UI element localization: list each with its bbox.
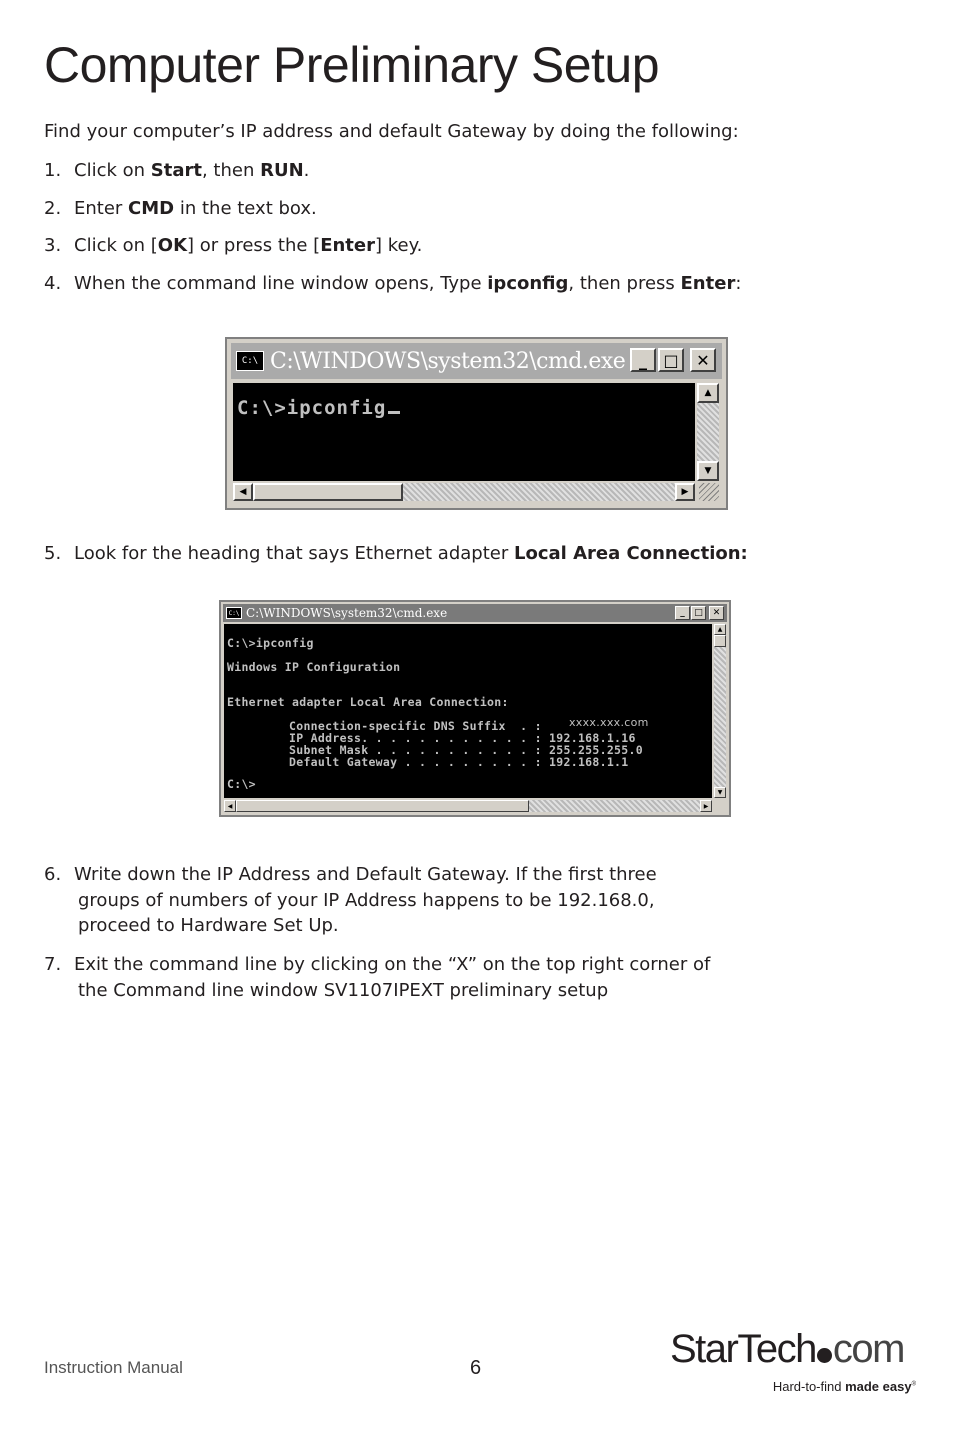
text-cursor (388, 411, 400, 414)
scroll-left-arrow-icon[interactable]: ◀ (224, 800, 236, 812)
scroll-left-arrow-icon[interactable]: ◀ (233, 483, 253, 501)
step-text: : (735, 273, 742, 294)
step-bold: CMD (128, 198, 175, 219)
startech-logo (668, 1327, 918, 1399)
console-area[interactable] (233, 383, 695, 481)
scroll-down-arrow-icon[interactable]: ▼ (714, 787, 726, 798)
page-number: 6 (470, 1357, 482, 1379)
step-text: Look for the heading that says Ethernet adapter (74, 543, 514, 564)
command-text: C:\>ipconfig (237, 397, 387, 419)
scroll-down-arrow-icon[interactable]: ▼ (697, 461, 719, 481)
console-line: IP Address. . . . . . . . . . . . : 192.168.1.16 (289, 731, 636, 745)
minimize-icon[interactable]: _ (675, 606, 690, 620)
console-line: Default Gateway . . . . . . . . . : 192.168.1.1 (289, 755, 629, 769)
window-title: C:\WINDOWS\system32\cmd.exe (270, 348, 626, 374)
step-text: ] or press the [ (187, 235, 321, 256)
console-line: Windows IP Configuration (227, 660, 401, 674)
step-bold: OK (157, 235, 188, 256)
console-line: C:\>ipconfig (227, 636, 314, 650)
scrollbar-thumb[interactable] (253, 483, 403, 501)
cmd-window-ipconfig-output (219, 600, 731, 817)
scroll-up-arrow-icon[interactable]: ▲ (714, 624, 726, 635)
console-line: Connection-specific DNS Suffix . : (289, 719, 542, 733)
step-number: 1. (44, 160, 62, 181)
cmd-app-icon: C:\ (236, 351, 264, 371)
step-bold: ipconfig (487, 273, 569, 294)
footer-manual-label: Instruction Manual (44, 1358, 183, 1377)
step-number: 2. (44, 198, 62, 219)
step-line (44, 862, 657, 888)
minimize-icon[interactable]: _ (630, 348, 656, 372)
window-title-bar[interactable] (231, 343, 722, 379)
step-text: , then (201, 160, 261, 181)
console-line: C:\> (227, 777, 256, 791)
scrollbar-thumb[interactable] (714, 635, 726, 647)
resize-grip[interactable] (699, 483, 719, 501)
tagline-bold: made easy (845, 1379, 912, 1394)
step-line: groups of numbers of your IP Address happens to be 192.168.0, (78, 889, 655, 911)
step-number: 7. (44, 954, 62, 975)
logo-wordmark (670, 1327, 904, 1372)
step-number: 4. (44, 273, 62, 294)
step-number: 6. (44, 864, 62, 885)
scrollbar-thumb[interactable] (236, 800, 529, 812)
vertical-scrollbar[interactable] (714, 624, 726, 798)
scroll-right-arrow-icon[interactable]: ▶ (675, 483, 695, 501)
close-icon[interactable]: ✕ (690, 348, 716, 372)
step-bold: Enter (320, 235, 375, 256)
vertical-scrollbar[interactable] (697, 383, 719, 481)
close-icon[interactable]: ✕ (709, 606, 724, 620)
step-bold: Enter (680, 273, 736, 294)
logo-brand: StarTech (670, 1327, 816, 1371)
step-number: 5. (44, 543, 62, 564)
window-controls (675, 606, 724, 620)
console-line: Ethernet adapter Local Area Connection: (227, 695, 509, 709)
step-text: in the text box. (174, 198, 317, 219)
dns-suffix-value: xxxx.xxx.com (569, 716, 649, 729)
step-4 (44, 271, 741, 297)
logo-dot-icon (817, 1348, 832, 1363)
step-line: the Command line window SV1107IPEXT preliminary setup (78, 979, 609, 1001)
window-title: C:\WINDOWS\system32\cmd.exe (246, 606, 448, 620)
scroll-up-arrow-icon[interactable]: ▲ (697, 383, 719, 403)
step-text: . (303, 160, 310, 181)
logo-tagline (773, 1379, 916, 1394)
step-text: , then press (568, 273, 681, 294)
horizontal-scrollbar[interactable] (224, 800, 712, 812)
step-text: Click on [ (74, 235, 158, 256)
cmd-window-ipconfig (225, 337, 728, 510)
maximize-icon[interactable]: □ (658, 348, 684, 372)
step-bold: Local Area Connection: (513, 543, 748, 564)
tagline-text: Hard-to-find (772, 1379, 846, 1394)
step-3 (44, 233, 422, 259)
step-text: When the command line window opens, Type (74, 273, 488, 294)
step-text: Enter (74, 198, 129, 219)
console-line: Subnet Mask . . . . . . . . . . . : 255.255.255.0 (289, 743, 643, 757)
intro-text: Find your computer’s IP address and default Gateway by doing the following: (44, 121, 739, 142)
step-text: Exit the command line by clicking on the “X” on the top right corner of (74, 954, 711, 975)
console-line (237, 397, 400, 419)
window-controls (630, 348, 716, 372)
scroll-right-arrow-icon[interactable]: ▶ (700, 800, 712, 812)
step-text: Click on (74, 160, 151, 181)
registered-mark: ® (911, 1381, 916, 1388)
step-number: 3. (44, 235, 62, 256)
step-bold: Start (150, 160, 202, 181)
page-title: Computer Preliminary Setup (44, 37, 660, 93)
step-bold: RUN (260, 160, 304, 181)
step-line: proceed to Hardware Set Up. (78, 915, 339, 936)
step-line (44, 952, 710, 978)
logo-tld: com (832, 1327, 904, 1371)
cmd-app-icon: C:\ (226, 607, 242, 619)
maximize-icon[interactable]: □ (691, 606, 706, 620)
step-1 (44, 158, 309, 184)
step-text: ] key. (375, 235, 423, 256)
console-area[interactable] (224, 624, 712, 798)
horizontal-scrollbar[interactable] (233, 483, 695, 501)
step-7 (44, 952, 710, 1003)
window-title-bar[interactable] (223, 604, 727, 622)
step-6 (44, 862, 657, 939)
step-text: Write down the IP Address and Default Gateway. If the first three (74, 864, 657, 885)
step-5 (44, 541, 748, 567)
step-2 (44, 196, 317, 222)
